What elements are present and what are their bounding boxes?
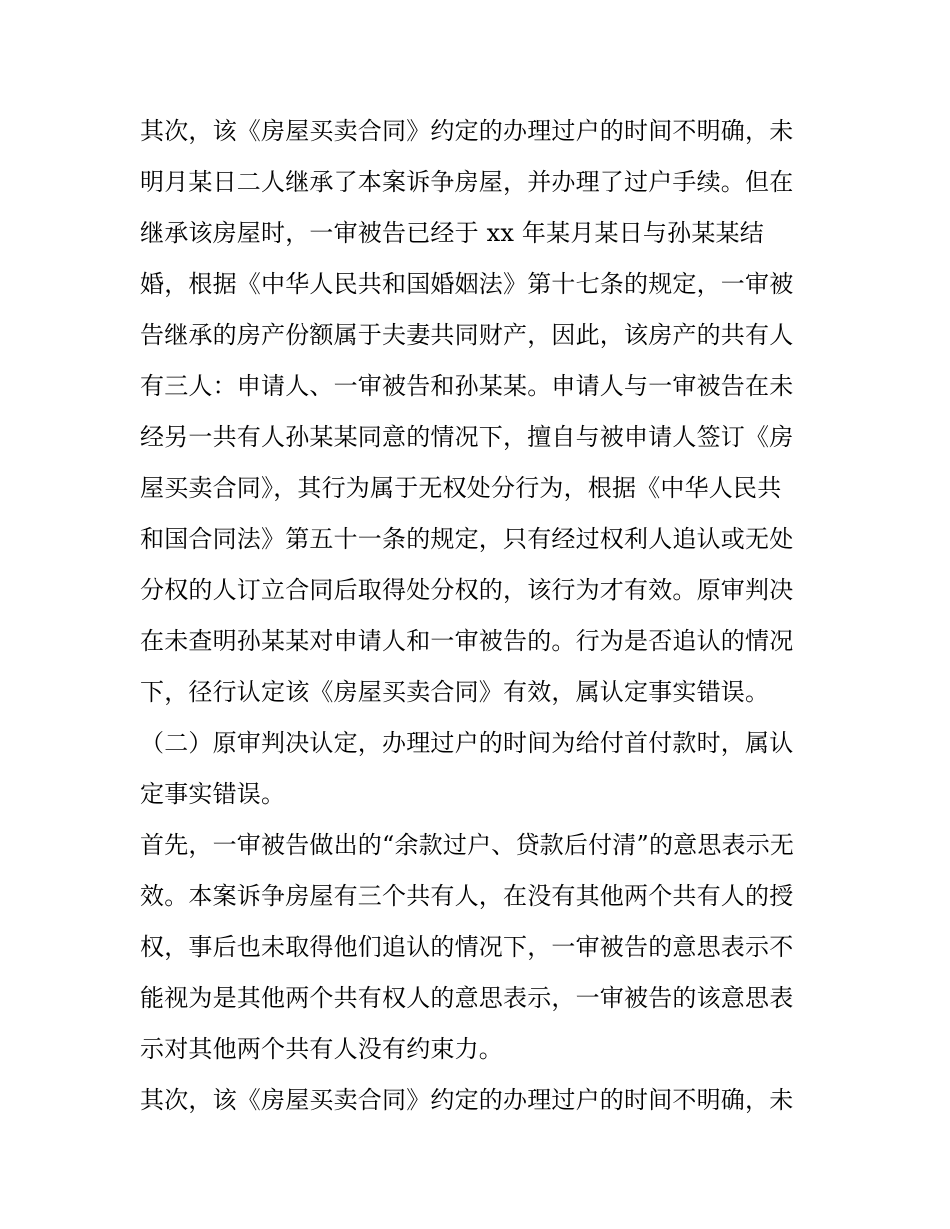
text-line: 权，事后也未取得他们追认的情况下，一审被告的意思表示不 [140, 933, 794, 961]
paragraph-2 [140, 718, 820, 820]
text-line: 示对其他两个共有人没有约束力。 [140, 1035, 503, 1063]
text-line: 在未查明孙某某对申请人和一审被告的。行为是否追认的情况 [140, 627, 794, 655]
text-line: 继承该房屋时，一审被告已经于 xx 年某月某日与孙某某结 [140, 219, 764, 247]
paragraph-4 [140, 1075, 820, 1126]
paragraph-1 [140, 106, 820, 718]
text-line: 其次，该《房屋买卖合同》约定的办理过户的时间不明确，未 [140, 117, 794, 145]
text-line: 效。本案诉争房屋有三个共有人，在没有其他两个共有人的授 [140, 882, 794, 910]
paragraph-3 [140, 820, 820, 1075]
text-line: 有三人：申请人、一审被告和孙某某。申请人与一审被告在未 [140, 372, 794, 400]
text-line: 告继承的房产份额属于夫妻共同财产，因此，该房产的共有人 [140, 321, 794, 349]
text-line: 能视为是其他两个共有权人的意思表示，一审被告的该意思表 [140, 984, 794, 1012]
text-line: 经另一共有人孙某某同意的情况下，擅自与被申请人签订《房 [140, 423, 794, 451]
text-line: 和国合同法》第五十一条的规定，只有经过权利人追认或无处 [140, 525, 794, 553]
text-line: 下，径行认定该《房屋买卖合同》有效，属认定事实错误。 [140, 678, 770, 706]
section-heading-line: （二）原审判决认定，办理过户的时间为给付首付款时，属认 [140, 729, 794, 757]
text-line: 其次，该《房屋买卖合同》约定的办理过户的时间不明确，未 [140, 1086, 794, 1114]
text-line: 分权的人订立合同后取得处分权的，该行为才有效。原审判决 [140, 576, 794, 604]
document-body [140, 106, 820, 1126]
text-line: 首先，一审被告做出的“余款过户、贷款后付清”的意思表示无 [140, 831, 795, 859]
text-line: 婚，根据《中华人民共和国婚姻法》第十七条的规定，一审被 [140, 270, 794, 298]
section-heading-line: 定事实错误。 [140, 780, 286, 808]
text-line: 屋买卖合同》，其行为属于无权处分行为，根据《中华人民共 [140, 474, 782, 502]
text-line: 明月某日二人继承了本案诉争房屋，并办理了过户手续。但在 [140, 168, 794, 196]
